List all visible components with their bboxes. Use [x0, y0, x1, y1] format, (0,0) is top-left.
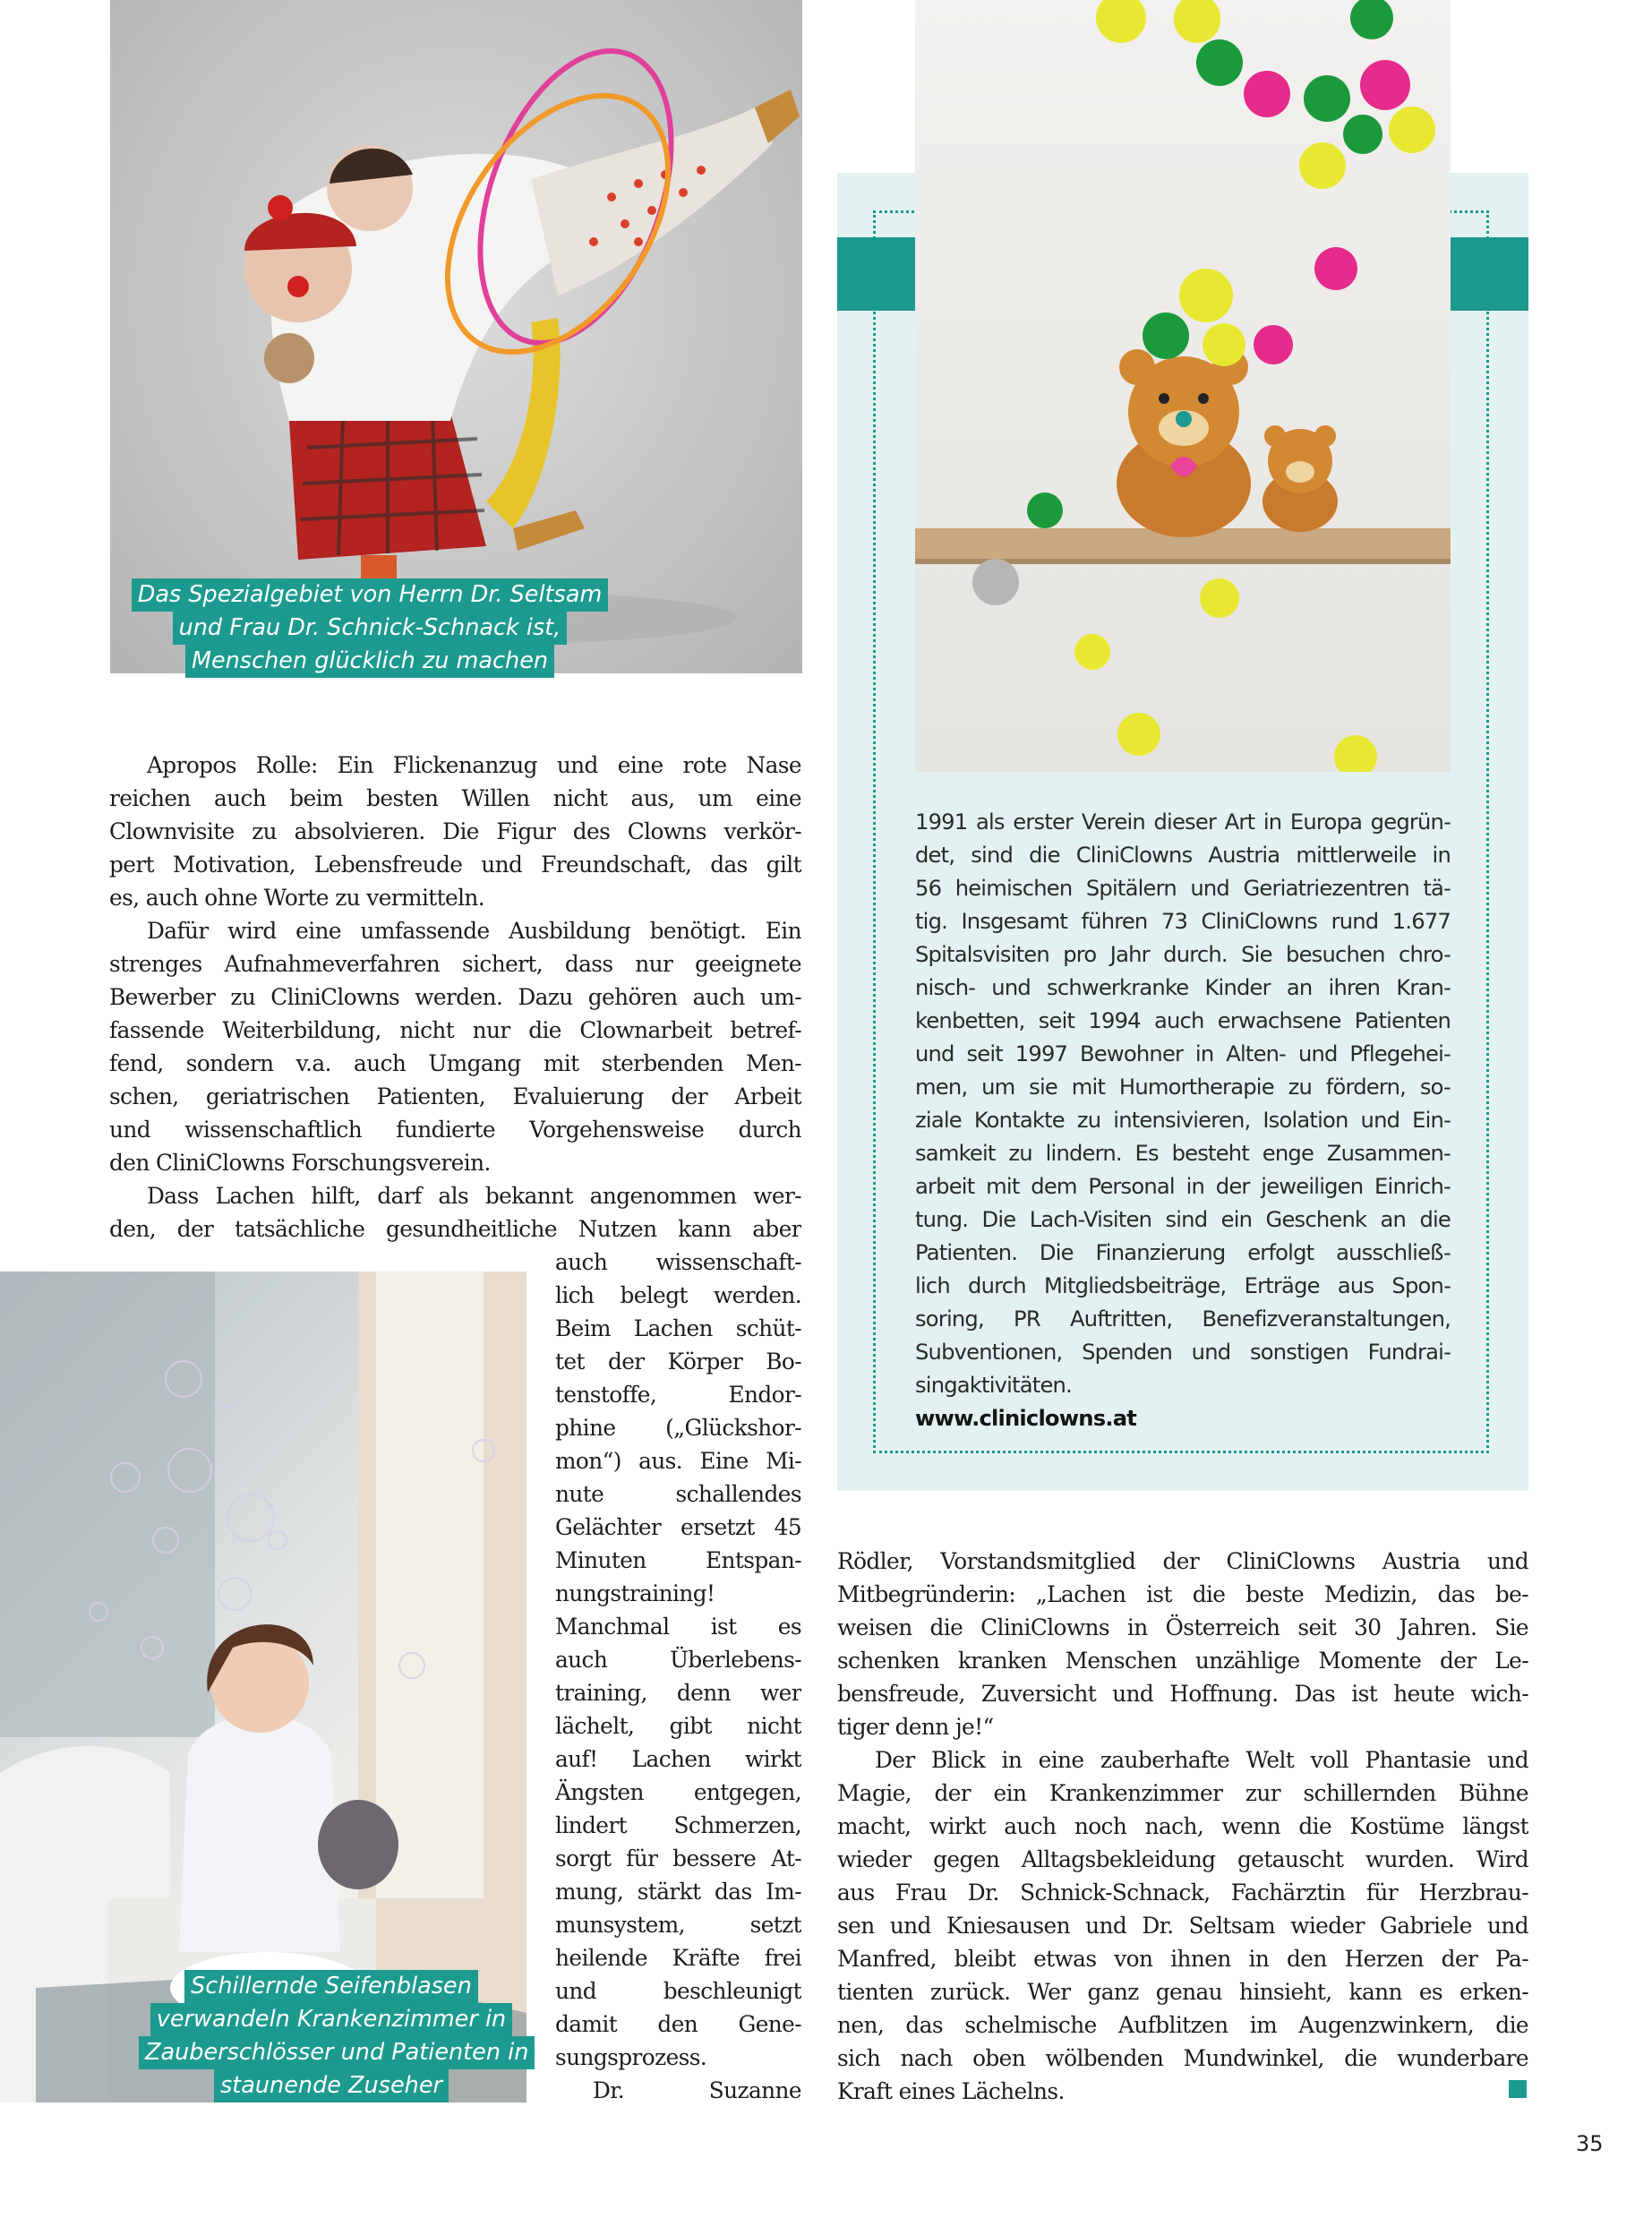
text-line: lächelt, gibt nicht	[555, 1713, 801, 1739]
info-line: det, sind die CliniClowns Austria mittlerweile in	[915, 843, 1451, 868]
info-line: nisch- und schwerkranke Kinder an ihren Kran-	[915, 975, 1451, 1000]
text-line: lich belegt werden.	[555, 1282, 801, 1308]
info-line: soring, PR Auftritten, Benefizveranstaltungen,	[915, 1306, 1451, 1332]
info-box-text	[915, 806, 1451, 1435]
clowns-photo	[110, 0, 802, 673]
info-line: men, um sie mit Humortherapie zu fördern, so-	[915, 1075, 1451, 1100]
text-line: tenstoffe, Endor-	[555, 1382, 801, 1408]
text-line: Mitbegründerin: „Lachen ist die beste Medizin, das be-	[837, 1581, 1528, 1607]
text-line: Bewerber zu CliniClowns werden. Dazu gehören auch um-	[109, 984, 801, 1010]
text-line: mung, stärkt das Im-	[555, 1879, 801, 1905]
text-line: training, denn wer	[555, 1680, 801, 1706]
info-line: samkeit zu lindern. Es besteht enge Zusammen-	[915, 1141, 1451, 1166]
info-line: Subventionen, Spenden und sonstigen Fundrai-	[915, 1340, 1451, 1365]
article-end-mark	[1509, 2080, 1527, 2098]
text-line: auch Überlebens-	[555, 1647, 801, 1673]
website-link[interactable]: www.cliniclowns.at	[915, 1406, 1136, 1431]
text-line: tiger denn je!“	[837, 1714, 994, 1740]
text-line: pert Motivation, Lebensfreude und Freundschaft, das gilt	[109, 852, 801, 878]
text-line: Dr. Suzanne	[593, 2077, 801, 2103]
text-line: Magie, der ein Krankenzimmer zur schillernden Bühne	[837, 1780, 1528, 1806]
info-line: Spitalsvisiten pro Jahr durch. Sie besuchen chro-	[915, 942, 1451, 967]
text-line: Dass Lachen hilft, darf als bekannt angenommen wer-	[147, 1183, 801, 1209]
info-box-tab-left	[837, 237, 915, 311]
text-line: Manchmal ist es	[555, 1614, 801, 1640]
caption-line: Menschen glücklich zu machen	[185, 645, 554, 678]
left-column-text	[109, 749, 801, 1246]
clowns-photo-caption	[110, 578, 629, 678]
right-column-text	[837, 1545, 1528, 2108]
info-line: singaktivitäten.	[915, 1373, 1072, 1398]
text-line: Clownvisite zu absolvieren. Die Figur des Clowns verkör-	[109, 818, 801, 844]
text-line: tet der Körper Bo-	[555, 1349, 801, 1374]
text-line: und beschleunigt	[555, 1978, 801, 2004]
text-line: den, der tatsächliche gesundheitliche Nutzen kann aber	[109, 1216, 801, 1242]
text-line: und wissenschaftlich fundierte Vorgehensweise durch	[109, 1117, 801, 1143]
info-line: 1991 als erster Verein dieser Art in Europa gegrün-	[915, 809, 1451, 835]
info-line: kenbetten, seit 1994 auch erwachsene Patienten	[915, 1008, 1451, 1033]
page-number: 35	[1576, 2131, 1604, 2156]
text-line: sen und Kniesausen und Dr. Seltsam wieder Gabriele und	[837, 1913, 1528, 1939]
text-line: nungstraining!	[555, 1580, 715, 1606]
text-line: macht, wirkt auch noch nach, wenn die Kostüme längst	[837, 1813, 1528, 1839]
text-line: weisen die CliniClowns in Österreich seit 30 Jahren. Sie	[837, 1614, 1528, 1640]
info-line: und seit 1997 Bewohner in Alten- und Pflegehei-	[915, 1041, 1451, 1066]
caption-line: und Frau Dr. Schnick-Schnack ist,	[173, 612, 568, 645]
text-line: fassende Weiterbildung, nicht nur die Clownarbeit betref-	[109, 1017, 801, 1043]
text-line: Beim Lachen schüt-	[555, 1315, 801, 1341]
text-line: Der Blick in eine zauberhafte Welt voll Phantasie und	[875, 1747, 1528, 1773]
info-line: tig. Insgesamt führen 73 CliniClowns rund 1.677	[915, 909, 1451, 934]
info-line: lich durch Mitgliedsbeiträge, Erträge aus Spon-	[915, 1273, 1451, 1298]
text-line: es, auch ohne Worte zu vermitteln.	[109, 885, 485, 911]
text-line: schen, geriatrischen Patienten, Evaluierung der Arbeit	[109, 1083, 801, 1109]
text-line: strenges Aufnahmeverfahren sichert, dass nur geeignete	[109, 951, 801, 977]
text-line: bensfreude, Zuversicht und Hoffnung. Das ist heute wich-	[837, 1681, 1528, 1707]
text-line: Manfred, bleibt etwas von ihnen in den Herzen der Pa-	[837, 1946, 1528, 1972]
caption-line: Zauberschlösser und Patienten in	[139, 2036, 535, 2069]
info-line: tung. Die Lach-Visiten sind ein Geschenk an die	[915, 1207, 1451, 1232]
caption-line: verwandeln Krankenzimmer in	[150, 2003, 512, 2036]
caption-line: Das Spezialgebiet von Herrn Dr. Seltsam	[132, 578, 609, 612]
girl-photo-caption	[139, 1970, 529, 2102]
text-line: mon“) aus. Eine Mi-	[555, 1448, 801, 1474]
text-line: Apropos Rolle: Ein Flickenanzug und eine rote Nase	[147, 752, 801, 778]
teddy-bears-photo	[915, 0, 1451, 772]
text-line: sungsprozess.	[555, 2044, 707, 2070]
text-line: wieder gegen Alltagsbekleidung getauscht wurden. Wird	[837, 1846, 1528, 1872]
text-line: nen, das schelmische Aufblitzen im Augenzwinkern, die	[837, 2012, 1528, 2038]
text-line: damit den Gene-	[555, 2011, 801, 2037]
text-line: sich nach oben wölbenden Mundwinkel, die wunderbare	[837, 2045, 1528, 2071]
text-line: Gelächter ersetzt 45	[555, 1514, 801, 1540]
text-line: auf! Lachen wirkt	[555, 1746, 801, 1772]
text-line: lindert Schmerzen,	[555, 1812, 801, 1838]
text-line: sorgt für bessere At-	[555, 1845, 801, 1871]
text-line: aus Frau Dr. Schnick-Schnack, Fachärztin für Herzbrau-	[837, 1880, 1528, 1905]
text-line: auch wissenschaft-	[555, 1249, 801, 1275]
text-line: reichen auch beim besten Willen nicht aus, um eine	[109, 785, 801, 811]
caption-line: Schillernde Seifenblasen	[184, 1970, 478, 2003]
text-line: munsystem, setzt	[555, 1912, 801, 1938]
info-line: arbeit mit dem Personal in der jeweiligen Einrich-	[915, 1174, 1451, 1199]
text-line: heilende Kräfte frei	[555, 1945, 801, 1971]
text-line: nute schallendes	[555, 1481, 801, 1507]
left-column-narrow-text	[555, 1246, 801, 2107]
text-line: Minuten Entspan-	[555, 1547, 801, 1573]
text-line: Kraft eines Lächelns.	[837, 2078, 1065, 2104]
info-line: Patienten. Die Finanzierung erfolgt ausschließ-	[915, 1240, 1451, 1265]
text-line: fend, sondern v.a. auch Umgang mit sterbenden Men-	[109, 1050, 801, 1076]
info-line: ziale Kontakte zu intensivieren, Isolation und Ein-	[915, 1108, 1451, 1133]
text-line: Rödler, Vorstandsmitglied der CliniClowns Austria und	[837, 1548, 1528, 1574]
text-line: tienten zurück. Wer ganz genau hinsieht, kann es erken-	[837, 1979, 1528, 2005]
text-line: Ängsten entgegen,	[555, 1779, 801, 1805]
text-line: Dafür wird eine umfassende Ausbildung benötigt. Ein	[147, 918, 801, 944]
info-line: 56 heimischen Spitälern und Geriatriezentren tä-	[915, 876, 1451, 901]
info-box-tab-right	[1451, 237, 1528, 311]
text-line: schenken kranken Menschen unzählige Momente der Le-	[837, 1648, 1528, 1674]
caption-line: staunende Zuseher	[214, 2069, 449, 2102]
text-line: den CliniClowns Forschungsverein.	[109, 1150, 491, 1176]
text-line: phine („Glückshor-	[555, 1415, 801, 1441]
